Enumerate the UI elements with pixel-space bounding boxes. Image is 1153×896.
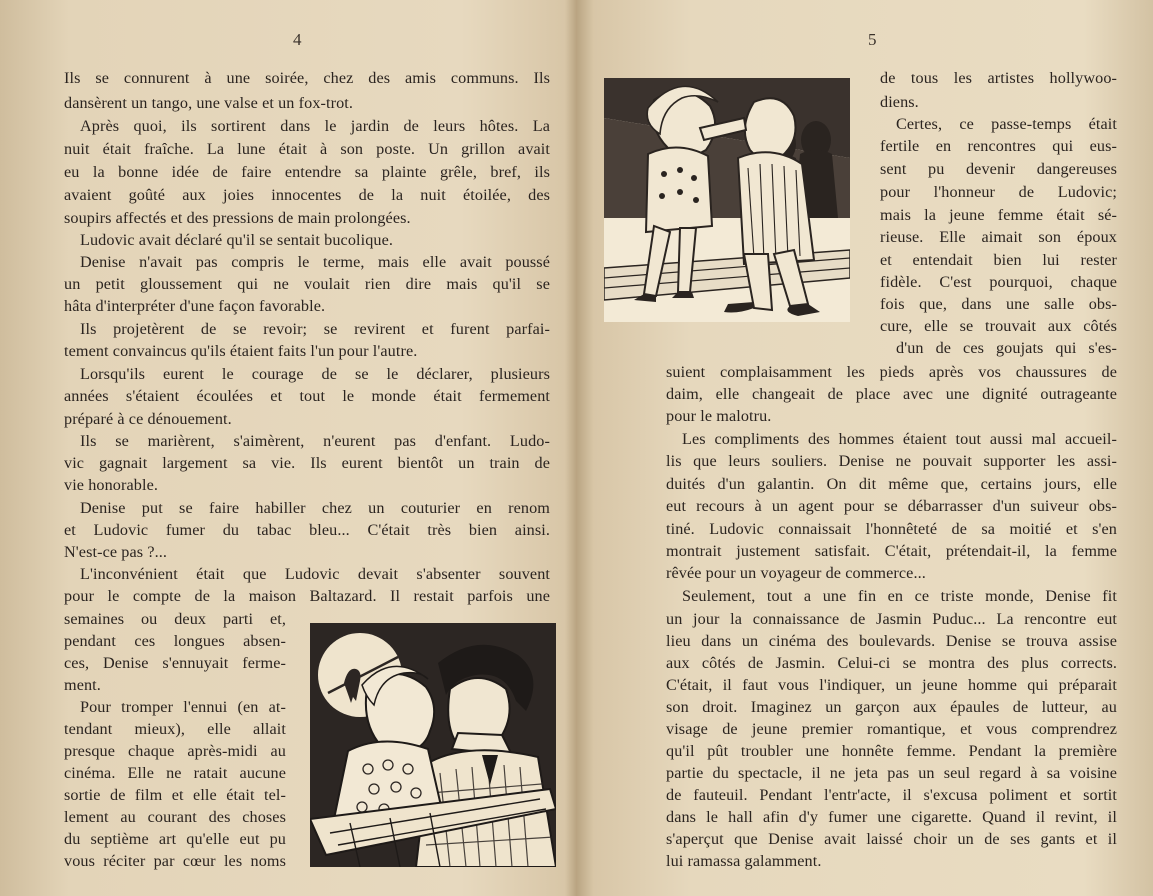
couple-illustration	[310, 623, 556, 867]
text-line: fertile en rencontres qui eus-	[880, 137, 1117, 155]
page-number: 5	[868, 30, 877, 49]
text-line: Lorsqu'ils eurent le courage de se le déclarer, plusieurs	[80, 365, 550, 383]
text-line: cinéma. Elle ne ratait aucune	[64, 764, 286, 782]
text-line: Pour tromper l'ennui (en at-	[80, 698, 286, 716]
text-line: semaines ou deux parti et,	[64, 610, 286, 628]
text-line: du septième art qu'elle eut pu	[64, 830, 286, 848]
text-line: vous réciter par cœur les noms	[64, 852, 286, 870]
text-line: un jour la connaissance de Jasmin Puduc... La rencontre eut	[666, 610, 1117, 628]
text-line: diens.	[880, 93, 919, 111]
text-line: de fauteuil. Pendant l'entr'acte, il s'excusa poliment et sortit	[666, 786, 1117, 804]
text-line: Ils se connurent à une soirée, chez des amis communs. Ils	[64, 69, 550, 87]
text-line: fidèle. C'est pourquoi, chaque	[880, 273, 1117, 291]
cinema-illustration-drawing	[604, 78, 850, 322]
text-line: pour le compte de la maison Baltazard. Il restait parfois une	[64, 587, 550, 605]
text-line: sortie de film et elle était tel-	[64, 786, 286, 804]
text-line: eu la bonne idée de faire entendre sa plainte grêle, bref, ils	[64, 163, 550, 181]
text-line: fois que, dans une salle obs-	[880, 295, 1117, 313]
text-line: d'un de ces goujats qui s'es-	[896, 339, 1117, 357]
text-line: Les compliments des hommes étaient tout aussi mal accueil-	[682, 430, 1117, 448]
text-line: lis que leurs souliers. Denise ne pouvait supporter les assi-	[666, 452, 1117, 470]
text-line: années s'étaient écoulées et tout le monde était fermement	[64, 387, 550, 405]
text-line: dans le hall afin d'y fumer une cigarette. Quand il revint, il	[666, 808, 1117, 826]
text-line: Ils se marièrent, s'aimèrent, n'eurent pas d'enfant. Ludo-	[80, 432, 550, 450]
text-line: pour l'honneur de Ludovic;	[880, 183, 1117, 201]
cinema-illustration	[604, 78, 850, 322]
text-line: pour le malotru.	[666, 407, 772, 425]
text-line: Denise put se faire habiller chez un couturier en renom	[80, 499, 550, 517]
text-line: ment.	[64, 676, 101, 694]
text-line: pendant ces longues absen-	[64, 632, 286, 650]
text-line: tendant mieux), elle allait	[64, 720, 286, 738]
text-line: L'inconvénient était que Ludovic devait s'absenter souvent	[80, 565, 550, 583]
text-line: Après quoi, ils sortirent dans le jardin de leurs hôtes. La	[80, 117, 550, 135]
text-line: cure, elle se trouvait aux côtés	[880, 317, 1117, 335]
text-line: aux côtés de Jasmin. Celui-ci se montra des plus corrects.	[666, 654, 1117, 672]
text-line: Ils projetèrent de se revoir; se revirent et furent parfai-	[80, 320, 550, 338]
text-line: rieuse. Elle aimait son époux	[880, 228, 1117, 246]
text-line: Denise n'avait pas compris le terme, mais elle avait poussé	[80, 253, 550, 271]
right-page	[578, 0, 1153, 896]
text-line: et entendait bien lui rester	[880, 251, 1117, 269]
text-line: s'aperçut que Denise avait laissé choir un de ses gants et il	[666, 830, 1117, 848]
text-line: lui ramassa galamment.	[666, 852, 822, 870]
text-line: son droit. Imaginez un garçon aux épaules de lutteur, au	[666, 698, 1117, 716]
text-line: un petit gloussement qui ne voulait rien dire mais qu'il se	[64, 275, 550, 293]
text-line: Seulement, tout a une fin en ce triste monde, Denise fit	[682, 587, 1117, 605]
text-line: nuit était fraîche. La lune était à son poste. Un grillon avait	[64, 140, 550, 158]
text-line: tiné. Ludovic connaissait l'honnêteté de sa moitié et s'en	[666, 520, 1117, 538]
text-line: visage de jeune premier romantique, et vous comprendrez	[666, 720, 1117, 738]
text-line: qu'il pût troubler une honnête femme. Pendant la première	[666, 742, 1117, 760]
text-line: montrait justement satisfait. C'était, prétendait-il, la femme	[666, 542, 1117, 560]
text-line: rêvée pour un voyageur de commerce...	[666, 564, 926, 582]
text-line: presque chaque après-midi au	[64, 742, 286, 760]
text-line: N'est-ce pas ?...	[64, 543, 168, 561]
text-line: et Ludovic fumer du tabac bleu... C'était très bien ainsi.	[64, 521, 550, 539]
text-line: Certes, ce passe-temps était	[896, 115, 1117, 133]
text-line: soupirs affectés et des pressions de main prolongées.	[64, 209, 411, 227]
text-line: hâta d'interpréter d'une façon favorable.	[64, 297, 326, 315]
text-line: tement convaincus qu'ils étaient faits l'un pour l'autre.	[64, 342, 418, 360]
text-line: daim, elle changeait de place avec une dignité outrageante	[666, 385, 1117, 403]
text-line: vie honorable.	[64, 476, 158, 494]
text-line: suient complaisamment les pieds après vos chaussures de	[666, 363, 1117, 381]
page-number: 4	[293, 30, 302, 49]
text-line: mais la jeune femme était sé-	[880, 206, 1117, 224]
text-line: Ludovic avait déclaré qu'il se sentait bucolique.	[80, 231, 394, 249]
text-line: vic gagnait largement sa vie. Ils eurent bientôt un train de	[64, 454, 550, 472]
left-page	[0, 0, 576, 896]
text-line: lement au courant des choses	[64, 808, 286, 826]
text-line: ces, Denise s'ennuyait ferme-	[64, 654, 286, 672]
text-line: eut recours à un agent pour se débarrasser d'un suiveur obs-	[666, 497, 1117, 515]
text-line: dansèrent un tango, une valse et un fox-trot.	[64, 94, 354, 112]
text-line: avaient goûté aux joies innocentes de la nuit étoilée, des	[64, 186, 550, 204]
text-line: préparé à ce dénouement.	[64, 410, 232, 428]
text-line: sent pu devenir dangereuses	[880, 160, 1117, 178]
text-line: lieu dans un cinéma des boulevards. Denise se trouva assise	[666, 632, 1117, 650]
text-line: de tous les artistes hollywoo-	[880, 69, 1117, 87]
couple-illustration-drawing	[310, 623, 556, 867]
text-line: C'était, il faut vous l'indiquer, un jeune homme qui préparait	[666, 676, 1117, 694]
text-line: partie du spectacle, il ne jeta pas un seul regard à sa voisine	[666, 764, 1117, 782]
text-line: duités d'un galantin. On dit même que, certains jours, elle	[666, 475, 1117, 493]
